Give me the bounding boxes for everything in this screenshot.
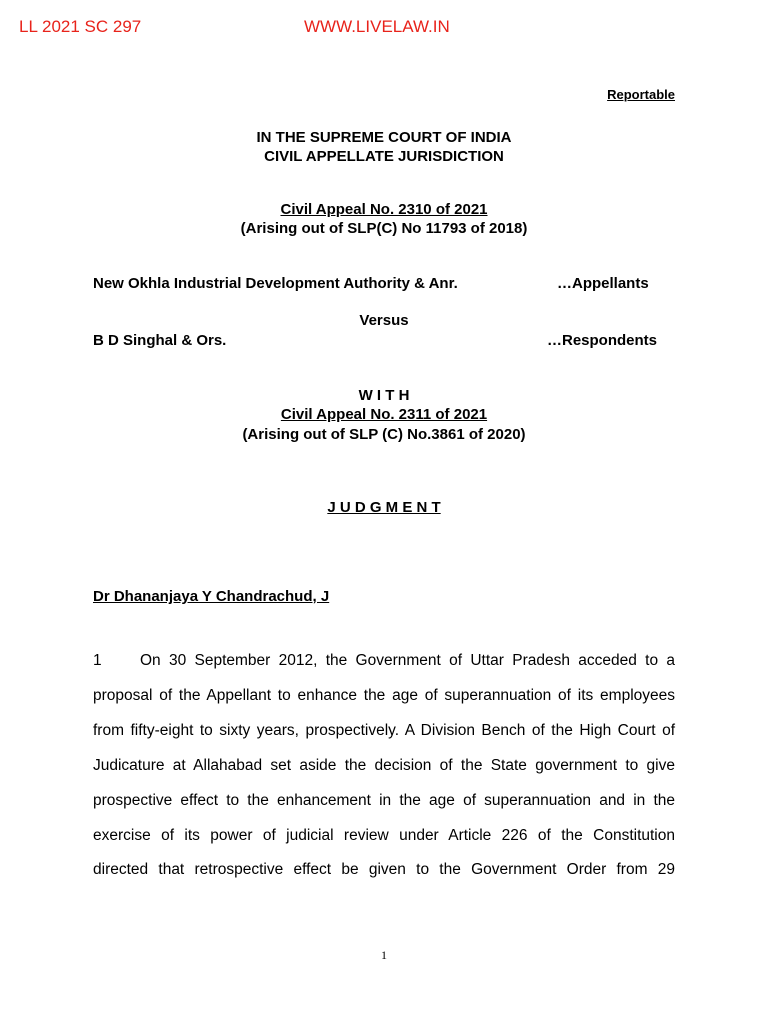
paragraph-line-1: On 30 September 2012, the Government of Uttar Pradesh acceded to a [140,652,675,669]
appeal-number: Civil Appeal No. 2310 of 2021 [280,201,488,218]
court-name: IN THE SUPREME COURT OF INDIA [256,129,512,146]
paragraph-line-7: directed that retrospective effect be given to the Government Order from 29 [93,861,675,878]
with-appeal-number: Civil Appeal No. 2311 of 2021 [280,406,488,423]
paragraph-line-2: proposal of the Appellant to enhance the age of superannuation of its employees [93,687,675,704]
appellant-name: New Okhla Industrial Development Authority & Anr. [93,275,458,292]
judgment-title-wrap [0,499,768,516]
with-arising: (Arising out of SLP (C) No.3861 of 2020) [242,426,526,443]
appeal-arising: (Arising out of SLP(C) No 11793 of 2018) [240,220,528,237]
paragraph-line-6: exercise of its power of judicial review under Article 226 of the Constitution [93,827,675,844]
page-number: 1 [381,948,387,962]
reportable-label: Reportable [607,87,675,102]
with-number-wrap [0,406,768,423]
paragraph-number: 1 [93,652,102,669]
with-label: W I T H [358,387,410,404]
versus-label: Versus [359,312,409,329]
citation-label: LL 2021 SC 297 [19,17,142,36]
appeal-number-wrap [0,201,768,218]
website-label: WWW.LIVELAW.IN [304,17,450,36]
jurisdiction: CIVIL APPELLATE JURISDICTION [264,148,504,165]
respondent-name: B D Singhal & Ors. [93,332,227,349]
paragraph-line-3: from fifty-eight to sixty years, prospectively. A Division Bench of the High Court of [93,722,675,739]
appellant-role: …Appellants [557,275,649,292]
paragraph-line-5: prospective effect to the enhancement in the age of superannuation and in the [93,792,675,809]
respondent-role: …Respondents [547,332,658,349]
author-name: Dr Dhananjaya Y Chandrachud, J [93,588,330,605]
paragraph-line-4: Judicature at Allahabad set aside the decision of the State government to give [93,757,675,774]
judgment-title: J U D G M E N T [327,499,441,516]
